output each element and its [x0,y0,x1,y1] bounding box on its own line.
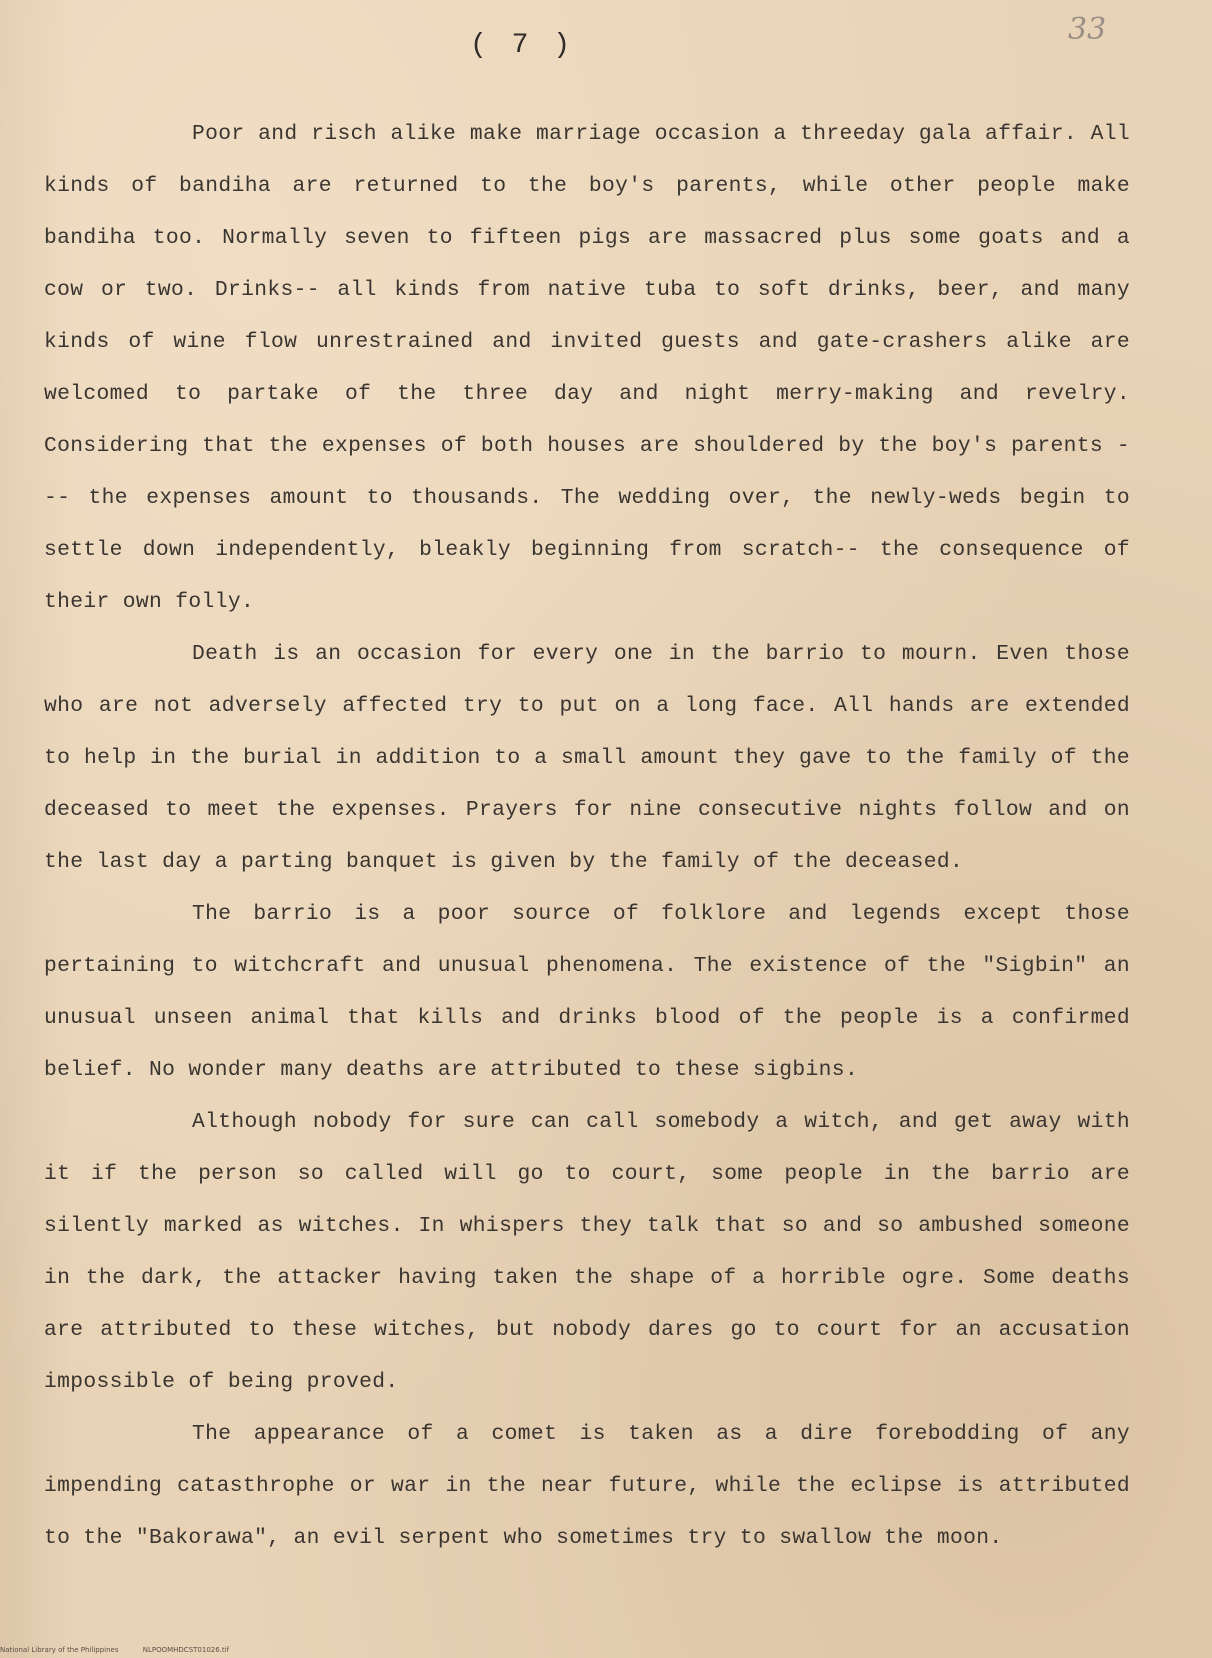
page-number: ( 7 ) [470,30,575,61]
footer-file-id: NLPOOMHDCST01026.tif [142,1646,230,1654]
paragraph-folklore: The barrio is a poor source of folklore and legends except those pertaining to witchcraft and unusual phenomena. The existence of the "Sigbin" an unusual unseen animal that kills and drinks blood of the people is a confirmed belief. No wonder many deaths are attributed to these sigbins. [44,902,1130,1082]
paragraph-marriage: Poor and risch alike make marriage occasion a threeday gala affair. All kinds of bandiha are returned to the boy's parents, while other people make bandiha too. Normally seven to fifteen pigs are massacred plus some goats and a cow or two. Drinks-- all kinds from native tuba to soft drinks, beer, and many kinds of wine flow unrestrained and invited guests and gate-crashers alike are welcomed to partake of the three day and night merry-making and revelry. Considering that the expenses of both houses are shouldered by the boy's parents --- the expenses amount to thousands. The wedding over, the newly-weds begin to settle down independently, bleakly beginning from scratch-- the consequence of their own folly. [44,122,1130,614]
paragraph-witches: Although nobody for sure can call somebody a witch, and get away with it if the person so called will go to court, some people in the barrio are silently marked as witches. In whispers they talk that so and so ambushed someone in the dark, the attacker having taken the shape of a horrible ogre. Some deaths are attributed to these witches, but nobody dares go to court for an accusation impossible of being proved. [44,1110,1130,1394]
document-body [44,108,1130,1564]
paragraph-comet-eclipse: The appearance of a comet is taken as a dire forebodding of any impending catasthrophe or war in the near future, while the eclipse is attributed to the "Bakorawa", an evil serpent who sometimes try to swallow the moon. [44,1422,1130,1550]
scan-footer [0,1646,251,1654]
footer-library: National Library of the Philippines [0,1646,119,1654]
paragraph-death: Death is an occasion for every one in the barrio to mourn. Even those who are not adversely affected try to put on a long face. All hands are extended to help in the burial in addition to a small amount they gave to the family of the deceased to meet the expenses. Prayers for nine consecutive nights follow and on the last day a parting banquet is given by the family of the deceased. [44,642,1130,874]
handwritten-sheet-number: 33 [1068,12,1107,47]
